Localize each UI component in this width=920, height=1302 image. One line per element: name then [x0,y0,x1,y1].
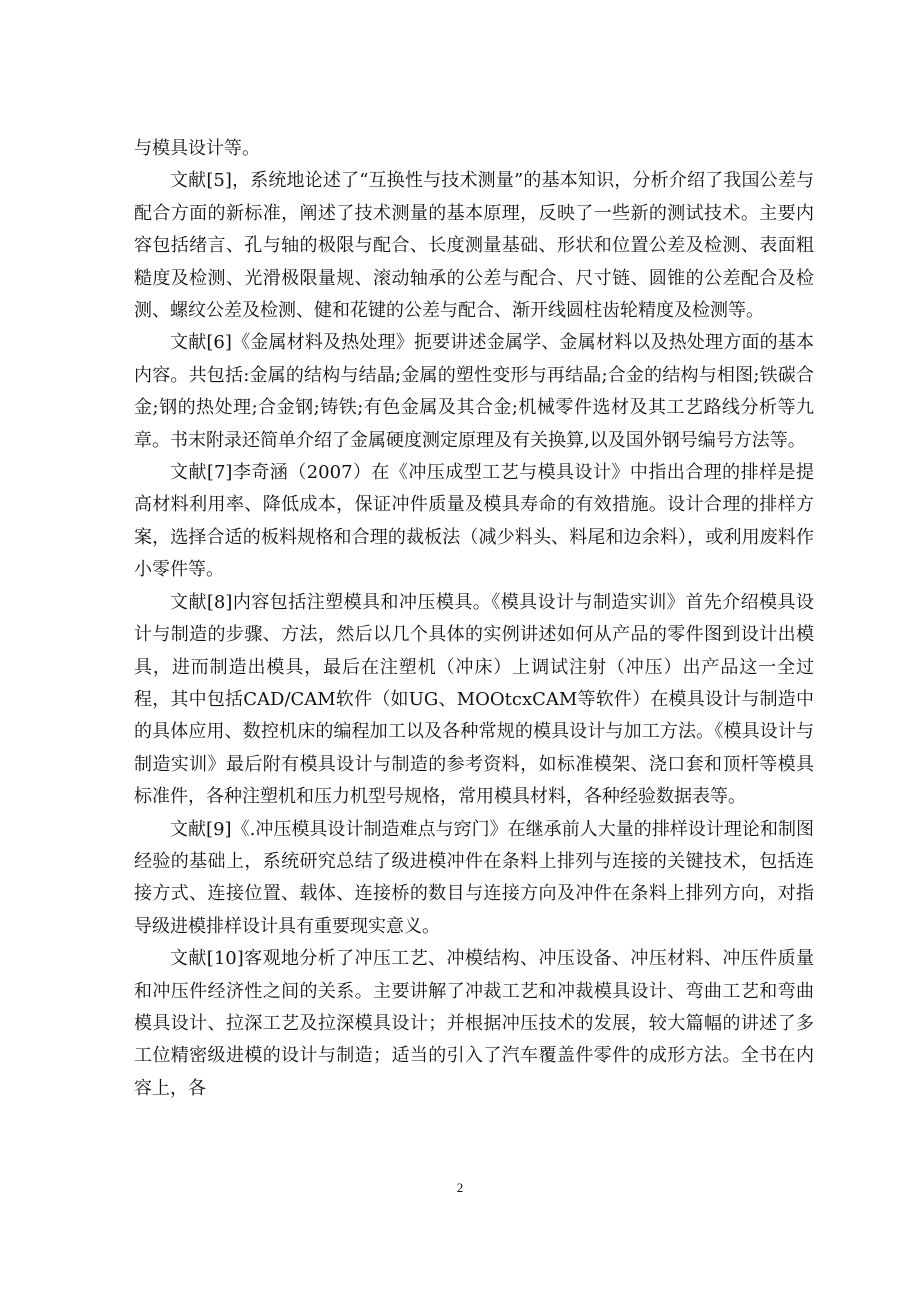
paragraph-ref-5: 文献[5]，系统地论述了“互换性与技术测量”的基本知识，分析介绍了我国公差与配合方面的新标准，阐述了技术测量的基本原理，反映了一些新的测试技术。主要内容包括绪言、孔与轴的极限与配合、长度测量基础、形状和位置公差及检测、表面粗糙度及检测、光滑极限量规、滚动轴承的公差与配合、尺寸链、圆锥的公差配合及检测、螺纹公差及检测、健和花键的公差与配合、渐开线圆柱齿轮精度及检测等。 [134,170,814,322]
page-number: 2 [456,1180,464,1195]
paragraph-continuation: 与模具设计等。 [134,138,260,159]
paragraph-ref-9: 文献[9]《.冲压模具设计制造难点与窍门》在继承前人大量的排样设计理论和制图经验的基础上，系统研究总结了级进模冲件在条料上排列与连接的关键技术，包括连接方式、连接位置、载体、连接桥的数目与连接方向及冲件在条料上排列方向，对指导级进模排样设计具有重要现实意义。 [134,818,814,937]
paragraph-ref-7: 文献[7]李奇涵（2007）在《冲压成型工艺与模具设计》中指出合理的排样是提高材料利用率、降低成本，保证冲件质量及模具寿命的有效措施。设计合理的排样方案，选择合适的板料规格和合理的裁板法（减少料头、料尾和边余料），或利用废料作小零件等。 [134,462,814,581]
paragraph-ref-8: 文献[8]内容包括注塑模具和冲压模具。《模具设计与制造实训》首先介绍模具设计与制造的步骤、方法，然后以几个具体的实例讲述如何从产品的零件图到设计出模具，进而制造出模具，最后在注塑机（冲床）上调试注射（冲压）出产品这一全过程，其中包括CAD/CAM软件（如UG、MOOtcxCAM等软件）在模具设计与制造中的具体应用、数控机床的编程加工以及各种常规的模具设计与加工方法。《模具设计与制造实训》最后附有模具设计与制造的参考资料，如标准模架、浇口套和顶杆等模具标准件，各种注塑机和压力机型号规格，常用模具材料，各种经验数据表等。 [134,591,814,808]
paragraph-ref-6: 文献[6]《金属材料及热处理》扼要讲述金属学、金属材料以及热处理方面的基本内容。共包括:金属的结构与结晶;金属的塑性变形与再结晶;合金的结构与相图;铁碳合金;钢的热处理;合金钢;铸铁;有色金属及其合金;机械零件选材及其工艺路线分析等九章。书末附录还简单介绍了金属硬度测定原理及有关换算,以及国外钢号编号方法等。 [134,332,814,451]
body-text [134,133,814,1105]
paragraph-ref-10: 文献[10]客观地分析了冲压工艺、冲模结构、冲压设备、冲压材料、冲压件质量和冲压件经济性之间的关系。主要讲解了冲裁工艺和冲裁模具设计、弯曲工艺和弯曲模具设计、拉深工艺及拉深模具设计；并根据冲压技术的发展，较大篇幅的讲述了多工位精密级进模的设计与制造；适当的引入了汽车覆盖件零件的成形方法。全书在内容上，各 [134,948,814,1099]
